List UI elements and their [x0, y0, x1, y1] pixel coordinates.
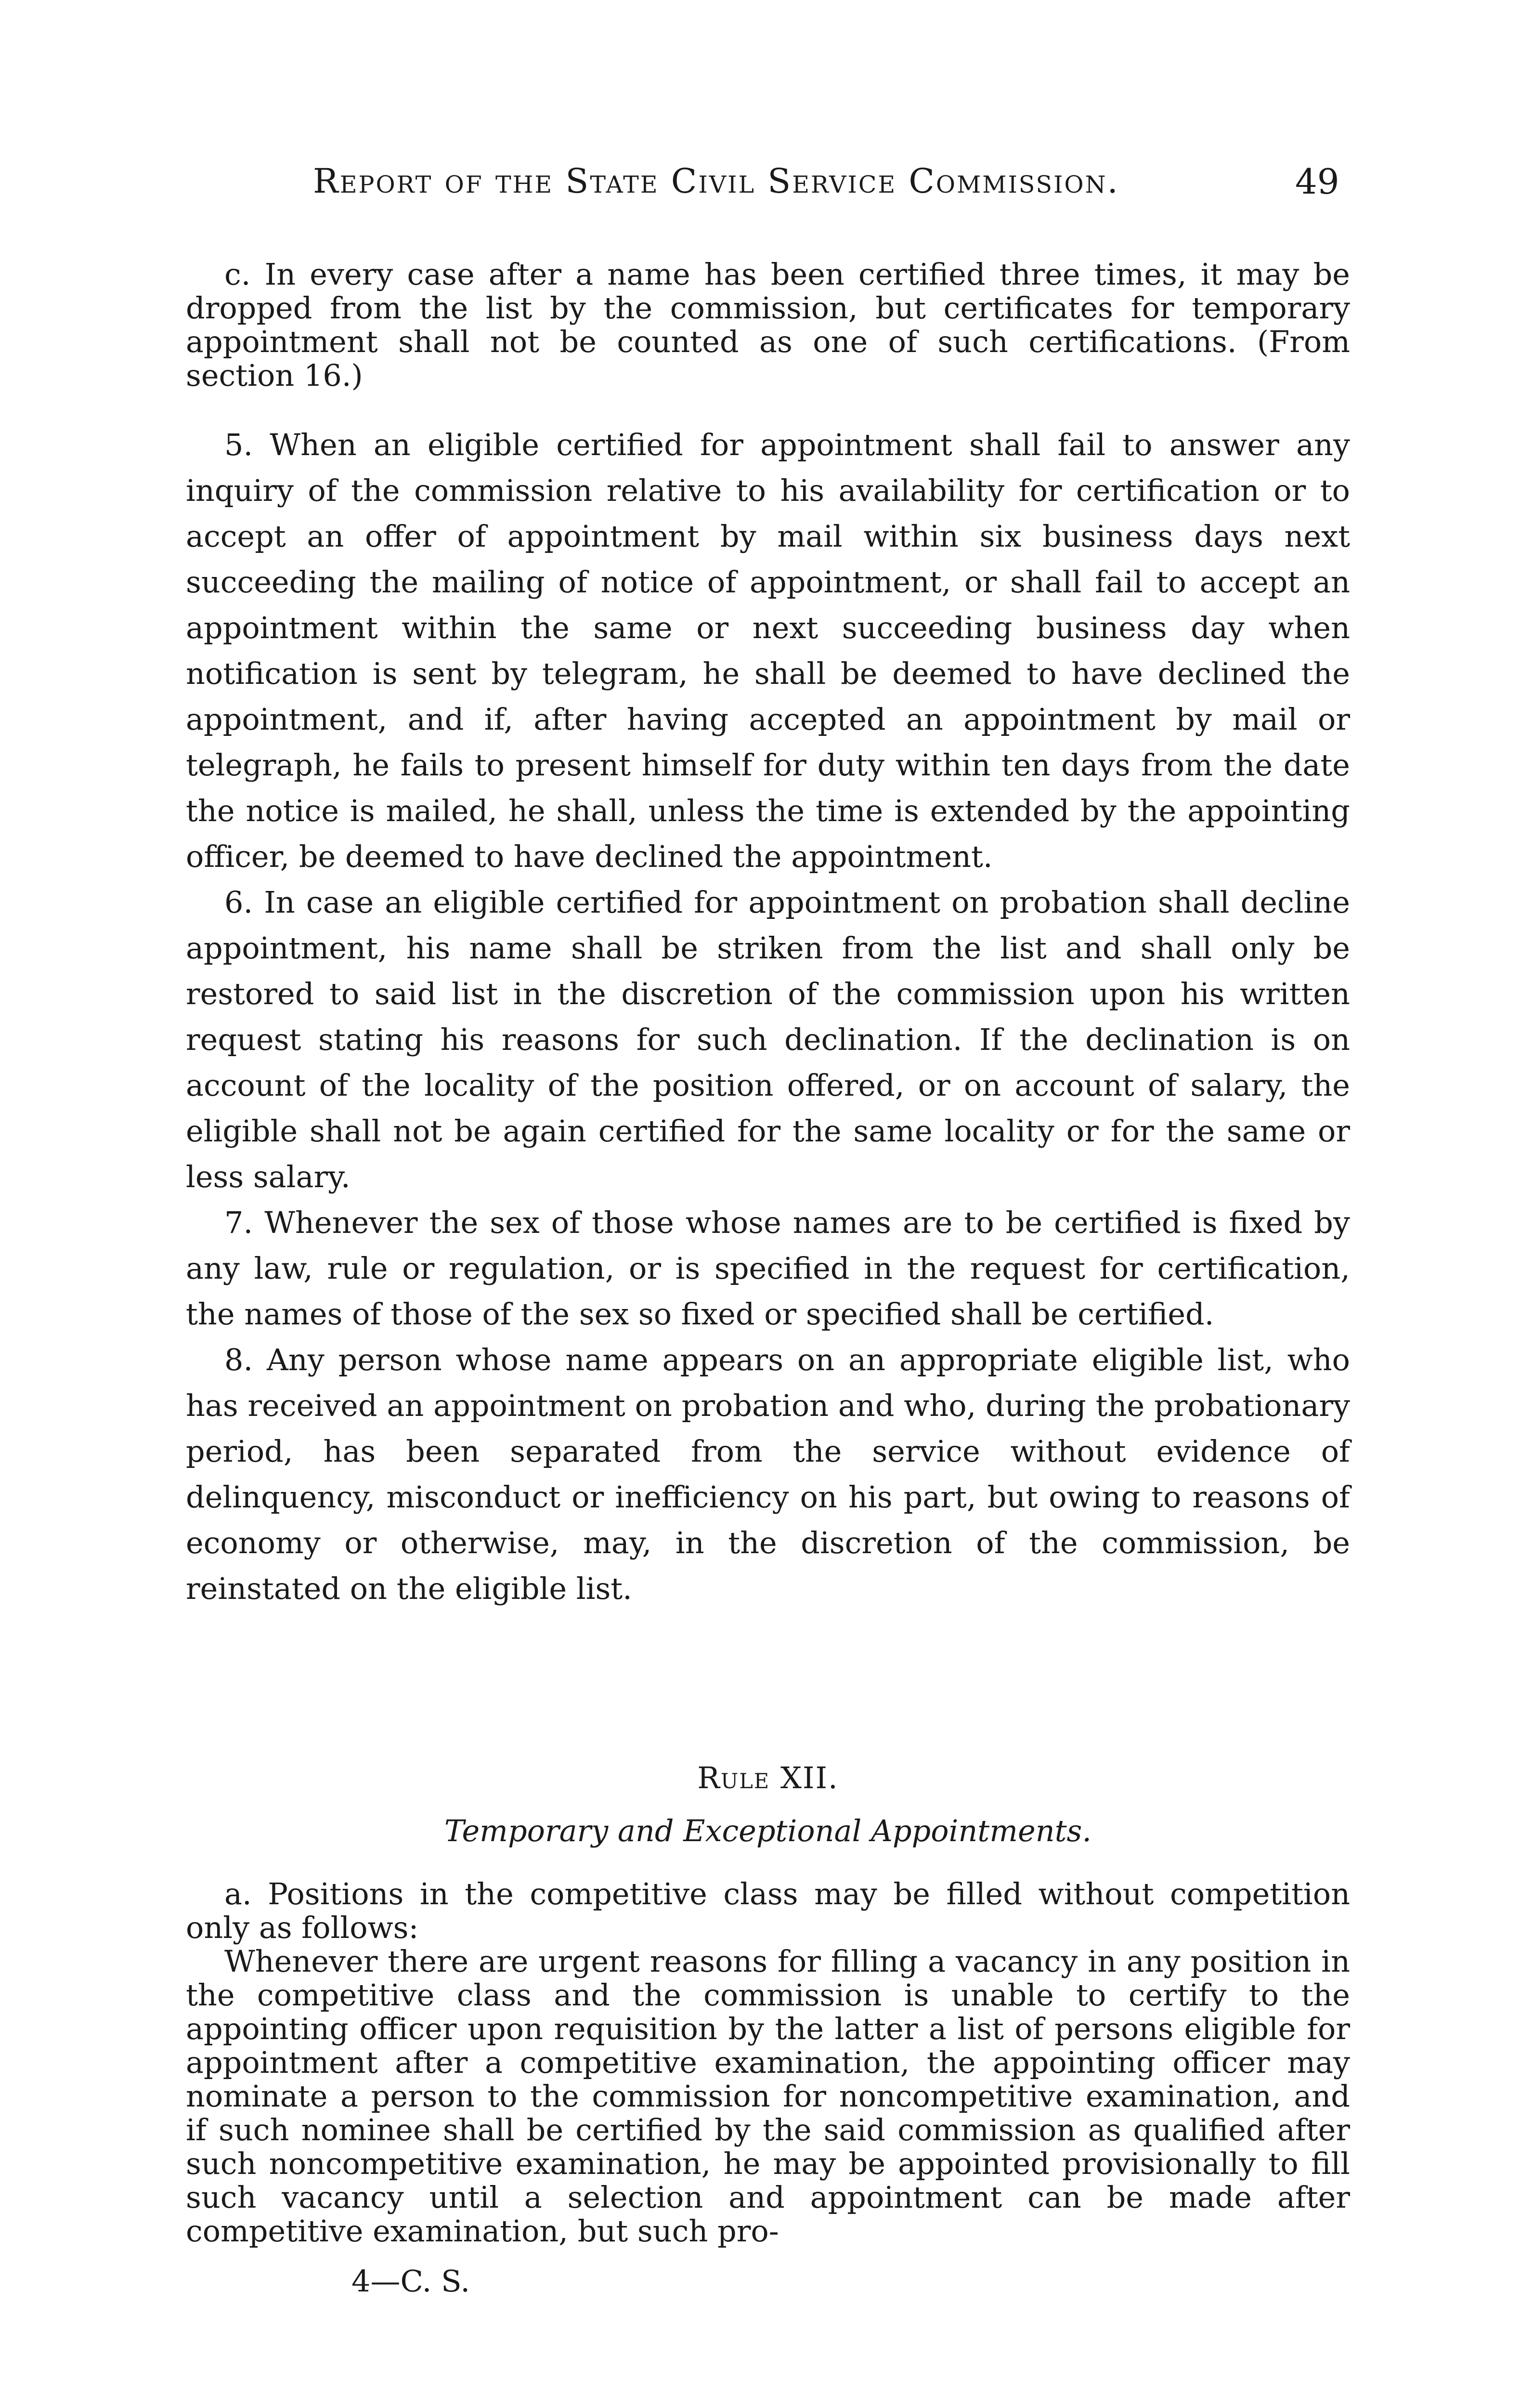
running-header: Report of the State Civil Service Commission. — [313, 161, 1119, 201]
paragraph-whenever: Whenever there are urgent reasons for filling a vacancy in any position in the competitive class and the commission is unable to certify to the appointing officer upon requisition by the latter a list of persons eligible for appointment after a competitive examination, the appointing officer may nominate a person to the commission for noncompetitive examination, and if such nominee shall be certified by the said commission as qualified after such noncompetitive examination, he may be appointed provisionally to fill such vacancy until a selection and appointment can be made after competitive examination, but such pro- — [186, 1944, 1350, 2249]
paragraph-c-block — [186, 258, 1350, 393]
signature-mark: 4—C. S. — [351, 2264, 470, 2299]
rule-text-block — [186, 1877, 1350, 2248]
paragraphs-5-to-8 — [186, 422, 1350, 1611]
paragraph-6: 6. In case an eligible certified for appointment on probation shall decline appointment, his name shall be striken from the list and shall only be restored to said list in the discretion of the commission upon his written request stating his reasons for such declination. If the declination is on account of the locality of the position offered, or on account of salary, the eligible shall not be again certified for the same locality or for the same or less salary. — [186, 885, 1350, 1194]
rule-heading: Rule XII. — [697, 1760, 839, 1795]
page-number: 49 — [1295, 161, 1339, 202]
paragraph-a: a. Positions in the competitive class may be filled without competition only as follows: — [186, 1876, 1350, 1945]
paragraph-5: 5. When an eligible certified for appointment shall fail to answer any inquiry of the commission relative to his availability for certification or to accept an offer of appointment by mail within six business days next succeeding the mailing of notice of appointment, or shall fail to accept an appointment within the same or next succeeding business day when notification is sent by telegram, he shall be deemed to have declined the appointment, and if, after having accepted an appointment by mail or telegraph, he fails to present himself for duty within ten days from the date the notice is mailed, he shall, unless the time is extended by the appointing officer, be deemed to have declined the appointment. — [186, 427, 1350, 874]
paragraph-c: c. In every case after a name has been certified three times, it may be dropped from the list by the commission, but certificates for temporary appointment shall not be counted as one of such certifications. (From section 16.) — [186, 257, 1350, 393]
paragraph-8: 8. Any person whose name appears on an appropriate eligible list, who has received an appointment on probation and who, during the probationary period, has been separated from the service without evidence of delinquency, misconduct or inefficiency on his part, but owing to reasons of economy or otherwise, may, in the discretion of the commission, be reinstated on the eligible list. — [186, 1342, 1350, 1606]
rule-subheading: Temporary and Exceptional Appointments. — [444, 1813, 1092, 1848]
paragraph-7: 7. Whenever the sex of those whose names are to be certified is fixed by any law, rule or regulation, or is specified in the request for certification, the names of those of the sex so fixed or specified shall be certified. — [186, 1205, 1350, 1332]
